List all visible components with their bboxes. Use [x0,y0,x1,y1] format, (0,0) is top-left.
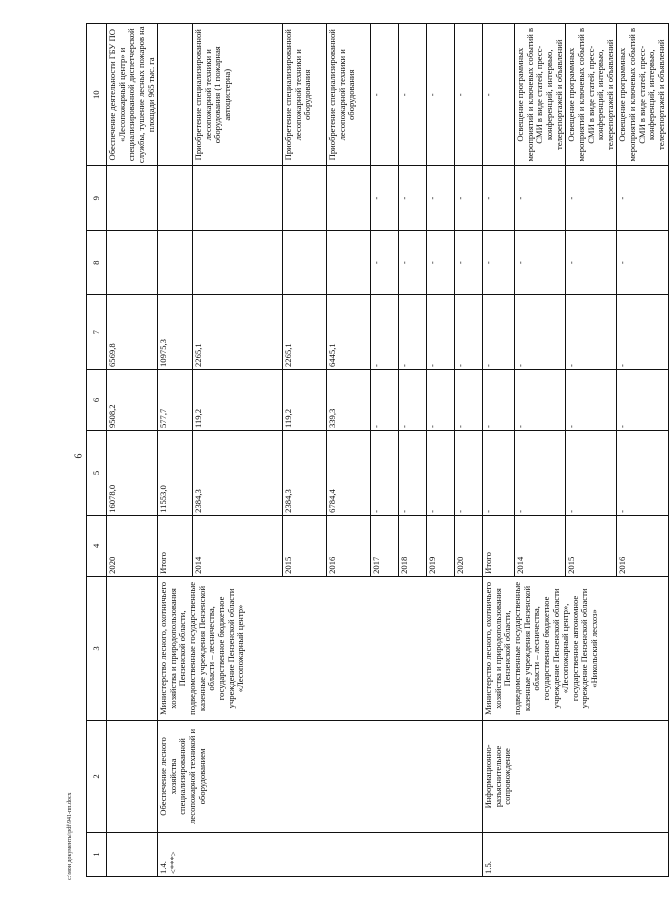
page-number: 9 [71,453,83,459]
result-cell: Освещение программных мероприятий и ключевых событий в СМИ в виде статей, пресс-конференций, интервью, телерепортажей и объявлений [515,24,566,167]
local-budget-cell [283,230,327,294]
local-budget-cell [193,230,283,294]
result-cell: - [371,24,399,167]
result-cell: Обеспечение деятельности ГБУ ПО «Лесопожарный центр» и специализированной диспетчерской службы, тушение лесных пожаров на площади 965 тыс. га [107,24,158,167]
regional-budget-cell: 9508,2 [107,369,158,430]
year-cell: 2020 [455,515,483,576]
total-amount-cell: 6784,4 [327,431,371,516]
local-budget-cell: - [399,230,427,294]
federal-budget-cell: 6569,8 [107,295,158,370]
total-amount-cell: 2384,3 [283,431,327,516]
file-path-footer: c:\мои документы\pdf\941-пп.docx [67,792,73,880]
total-amount-cell: - [371,431,399,516]
item-number: 1.5. [483,832,668,876]
regional-budget-cell: - [427,369,455,430]
other-sources-cell: - [566,166,617,230]
regional-budget-cell: 577,7 [158,369,193,430]
total-amount-cell: - [617,431,668,516]
result-cell: Приобретение специализированной лесопожарной техники и оборудования (1 пожарная автоцистерна) [193,24,283,167]
federal-budget-cell: - [483,295,515,370]
federal-budget-cell: - [371,295,399,370]
total-amount-cell: - [427,431,455,516]
column-number-10: 10 [87,24,107,167]
other-sources-cell: - [371,166,399,230]
item-number: 1.4. <***> [158,832,483,876]
executor-cell [107,576,158,720]
header-row [87,24,107,877]
year-cell: 2020 [107,515,158,576]
year-cell: 2016 [327,515,371,576]
regional-budget-cell: 119,2 [193,369,283,430]
rotated-page [86,23,666,877]
other-sources-cell [107,166,158,230]
federal-budget-cell: - [617,295,668,370]
column-number-4: 4 [87,515,107,576]
name-cell [107,721,158,833]
other-sources-cell [158,166,193,230]
result-cell: Освещение программных мероприятий и ключевых событий в СМИ в виде статей, пресс-конференций, интервью, телерепортажей и объявлений [617,24,668,167]
item-executor: Министерство лесного, охотничьего хозяйства и природопользования Пензенской области, подведомственные государственные казенные учреждения Пензенской области – лесничества, государственное бюджетное учреждение Пензенской области «Лесопожарный центр» [158,576,483,720]
program-table [86,23,669,877]
other-sources-cell [193,166,283,230]
column-number-3: 3 [87,576,107,720]
other-sources-cell [327,166,371,230]
row-1-5-total [483,24,515,877]
regional-budget-cell: - [483,369,515,430]
regional-budget-cell: - [617,369,668,430]
year-cell: 2014 [515,515,566,576]
federal-budget-cell: - [515,295,566,370]
regional-budget-cell: 119,2 [283,369,327,430]
local-budget-cell: - [427,230,455,294]
num-cell [107,832,158,876]
other-sources-cell: - [427,166,455,230]
result-cell: - [455,24,483,167]
regional-budget-cell: - [399,369,427,430]
row-2020-continued [107,24,158,877]
item-executor: Министерство лесного, охотничьего хозяйства и природопользования Пензенской области, подведомственные государственные казенные учреждения Пензенской области – лесничества, государственное бюджетное учреждение Пензенской области «Лесопожарный центр», государственное автономное учреждение Пензенской области «Никольский лесхоз» [483,576,668,720]
regional-budget-cell: - [455,369,483,430]
total-amount-cell: - [455,431,483,516]
item-name: Обеспечение лесного хозяйства специализированной лесопожарной техникой и оборудованием [158,721,483,833]
column-number-2: 2 [87,721,107,833]
total-amount-cell: - [483,431,515,516]
column-number-8: 8 [87,230,107,294]
column-number-6: 6 [87,369,107,430]
column-number-7: 7 [87,295,107,370]
row-1-4-0 [158,24,193,877]
other-sources-cell: - [399,166,427,230]
total-amount-cell: 2384,3 [193,431,283,516]
year-cell: 2017 [371,515,399,576]
result-cell [158,24,193,167]
federal-budget-cell: 10975,3 [158,295,193,370]
result-cell: Освещение программных мероприятий и ключевых событий в СМИ в виде статей, пресс-конференций, интервью, телерепортажей и объявлений [566,24,617,167]
other-sources-cell [283,166,327,230]
local-budget-cell [327,230,371,294]
other-sources-cell: - [617,166,668,230]
federal-budget-cell: - [399,295,427,370]
year-cell: 2019 [427,515,455,576]
other-sources-cell: - [515,166,566,230]
local-budget-cell: - [515,230,566,294]
federal-budget-cell: 6445,1 [327,295,371,370]
year-cell: 2014 [193,515,283,576]
column-number-9: 9 [87,166,107,230]
local-budget-cell: - [483,230,515,294]
year-cell: 2015 [283,515,327,576]
local-budget-cell: - [566,230,617,294]
result-cell: Приобретение специализированной лесопожарной техники и оборудования [327,24,371,167]
total-amount-cell: - [566,431,617,516]
total-amount-cell: 16078,0 [107,431,158,516]
column-number-5: 5 [87,431,107,516]
federal-budget-cell: 2265,1 [193,295,283,370]
regional-budget-cell: - [566,369,617,430]
column-number-1: 1 [87,832,107,876]
federal-budget-cell: 2265,1 [283,295,327,370]
local-budget-cell: - [455,230,483,294]
year-cell: 2016 [617,515,668,576]
year-cell: 2018 [399,515,427,576]
local-budget-cell [107,230,158,294]
year-cell: Итого [158,515,193,576]
result-cell: Приобретение специализированной лесопожарной техники и оборудования [283,24,327,167]
local-budget-cell: - [617,230,668,294]
result-cell: - [483,24,515,167]
total-amount-cell: 11553,0 [158,431,193,516]
total-amount-cell: - [515,431,566,516]
result-cell: - [399,24,427,167]
federal-budget-cell: - [455,295,483,370]
total-amount-cell: - [399,431,427,516]
year-cell: Итого [483,515,515,576]
federal-budget-cell: - [427,295,455,370]
regional-budget-cell: - [515,369,566,430]
other-sources-cell: - [455,166,483,230]
other-sources-cell: - [483,166,515,230]
regional-budget-cell: - [371,369,399,430]
regional-budget-cell: 339,3 [327,369,371,430]
year-cell: 2015 [566,515,617,576]
federal-budget-cell: - [566,295,617,370]
result-cell: - [427,24,455,167]
item-name: Информационно-разъяснительное сопровождение [483,721,668,833]
local-budget-cell: - [371,230,399,294]
local-budget-cell [158,230,193,294]
